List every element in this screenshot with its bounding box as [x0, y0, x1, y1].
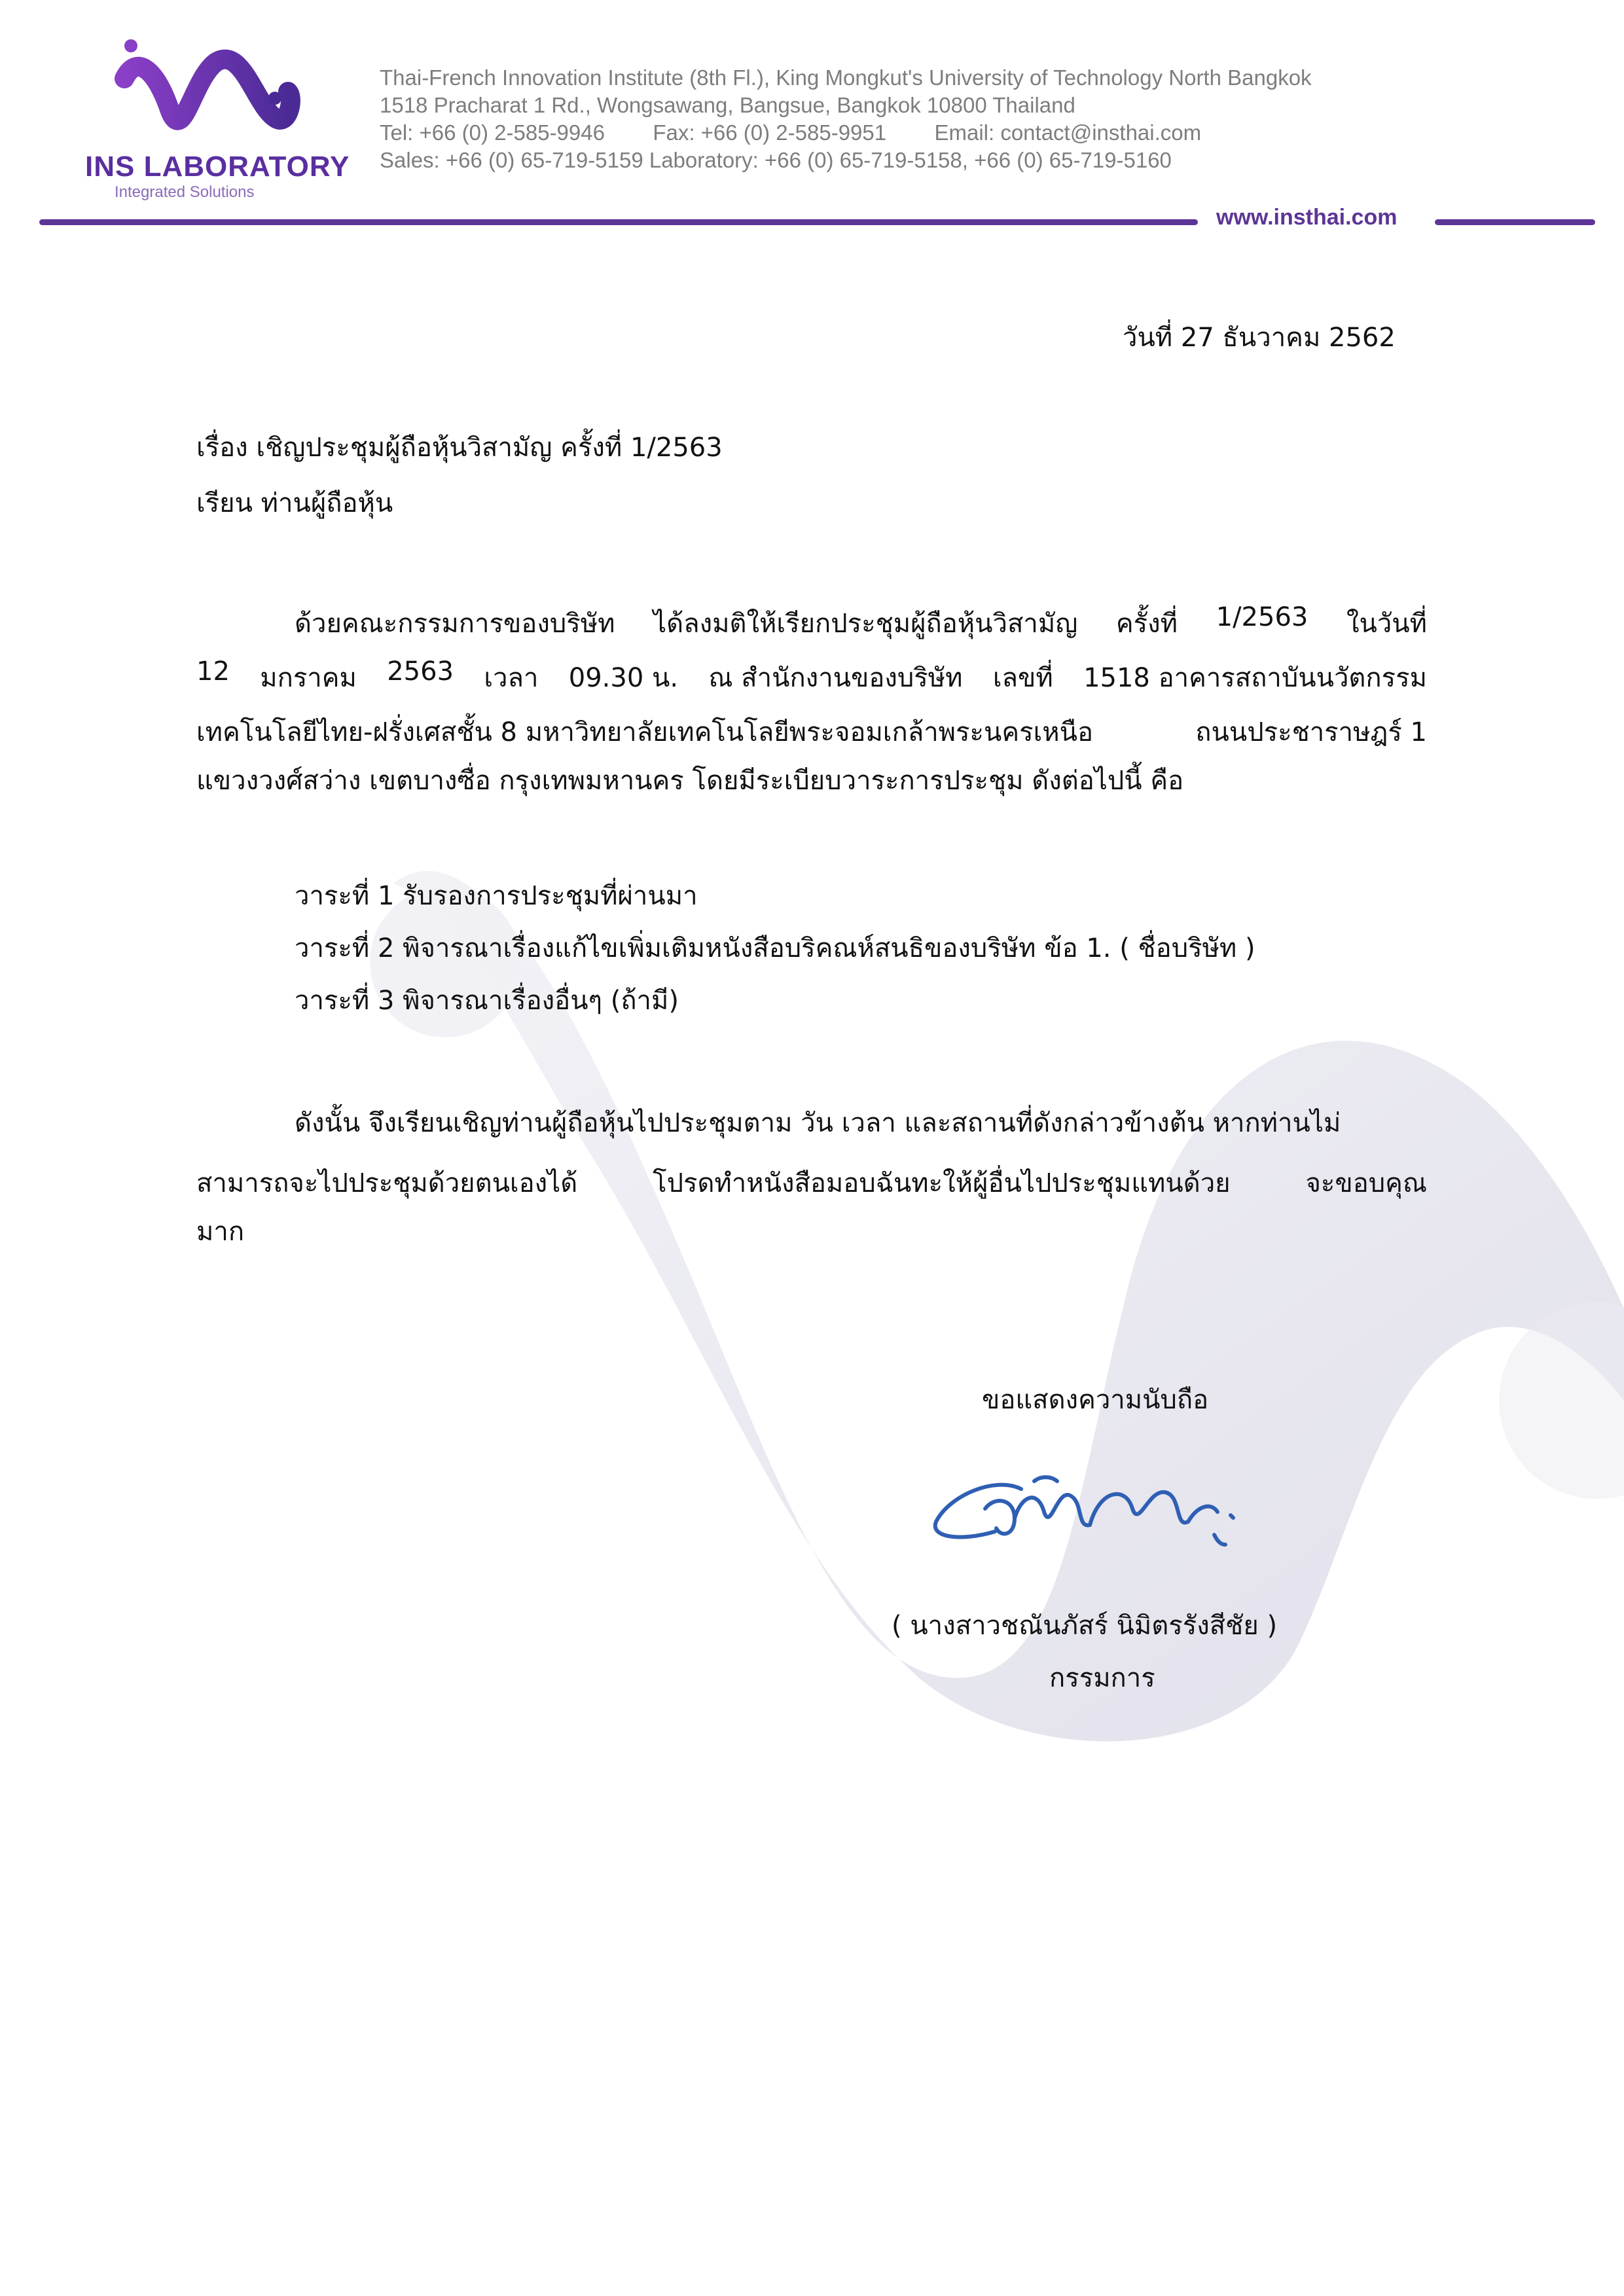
paragraph-2-line-3: มาก	[196, 1217, 245, 1247]
agenda-item: วาระที่ 2 พิจารณาเรื่องแก้ไขเพิ่มเติมหนังสือบริคณห์สนธิของบริษัท ข้อ 1. ( ชื่อบริษัท )	[295, 933, 1255, 963]
header-rule-right	[1435, 219, 1595, 225]
paragraph-1-line-2: 12 มกราคม 2563 เวลา 09.30 น. ณ สำนักงานของบริษัท เลขที่ 1518 อาคารสถาบันนวัตกรรม	[196, 656, 1427, 693]
paragraph-1-line-1: ด้วยคณะกรรมการของบริษัท ได้ลงมติให้เรียกประชุมผู้ถือหุ้นวิสามัญ ครั้งที่ 1/2563 ในวันที่	[295, 602, 1427, 639]
paragraph-1-line-4: แขวงวงศ์สว่าง เขตบางซื่อ กรุงเทพมหานคร โดยมีระเบียบวาระการประชุม ดังต่อไปนี้ คือ	[196, 766, 1184, 796]
letter-subject: เรื่อง เชิญประชุมผู้ถือหุ้นวิสามัญ ครั้งที่ 1/2563	[196, 433, 723, 463]
address-line-2: 1518 Pracharat 1 Rd., Wongsawang, Bangsue, Bangkok 10800 Thailand	[380, 93, 1075, 117]
contact-line: Tel: +66 (0) 2-585-9946 Fax: +66 (0) 2-585-9951 Email: contact@insthai.com	[380, 120, 1202, 145]
signatory-name: ( นางสาวชณันภัสร์ นิมิตรรังสีชัย )	[892, 1611, 1278, 1641]
handwritten-signature	[923, 1450, 1263, 1561]
header-rule-left	[39, 219, 1198, 225]
signatory-position: กรรมการ	[1049, 1663, 1155, 1693]
logo-wordmark: INS LABORATORY	[85, 151, 350, 183]
agenda-item: วาระที่ 3 พิจารณาเรื่องอื่นๆ (ถ้ามี)	[295, 986, 679, 1016]
logo-tagline: Integrated Solutions	[115, 183, 255, 201]
address-line-1: Thai-French Innovation Institute (8th Fl.), King Mongkut's University of Technology North Bangkok	[380, 65, 1312, 90]
closing-phrase: ขอแสดงความนับถือ	[982, 1385, 1209, 1415]
letter-recipient: เรียน ท่านผู้ถือหุ้น	[196, 488, 393, 518]
paragraph-2-line-2: สามารถจะไปประชุมด้วยตนเองได้ โปรดทำหนังสือมอบฉันทะให้ผู้อื่นไปประชุมแทนด้วย จะขอบคุณ	[196, 1168, 1427, 1198]
paragraph-1-line-3: เทคโนโลยีไทย-ฝรั่งเศสชั้น 8 มหาวิทยาลัยเทคโนโลยีพระจอมเกล้าพระนครเหนือ ถนนประชาราษฎร์ 1	[196, 717, 1427, 747]
sales-line: Sales: +66 (0) 65-719-5159 Laboratory: +66 (0) 65-719-5158, +66 (0) 65-719-5160	[380, 148, 1172, 172]
paragraph-2-line-1: ดังนั้น จึงเรียนเชิญท่านผู้ถือหุ้นไปประชุมตาม วัน เวลา และสถานที่ดังกล่าวข้างต้น หากท่านไม่	[295, 1108, 1341, 1138]
letter-date: วันที่ 27 ธันวาคม 2562	[1123, 323, 1396, 353]
website-link[interactable]: www.insthai.com	[1216, 205, 1398, 230]
agenda-item: วาระที่ 1 รับรองการประชุมที่ผ่านมา	[295, 881, 698, 911]
